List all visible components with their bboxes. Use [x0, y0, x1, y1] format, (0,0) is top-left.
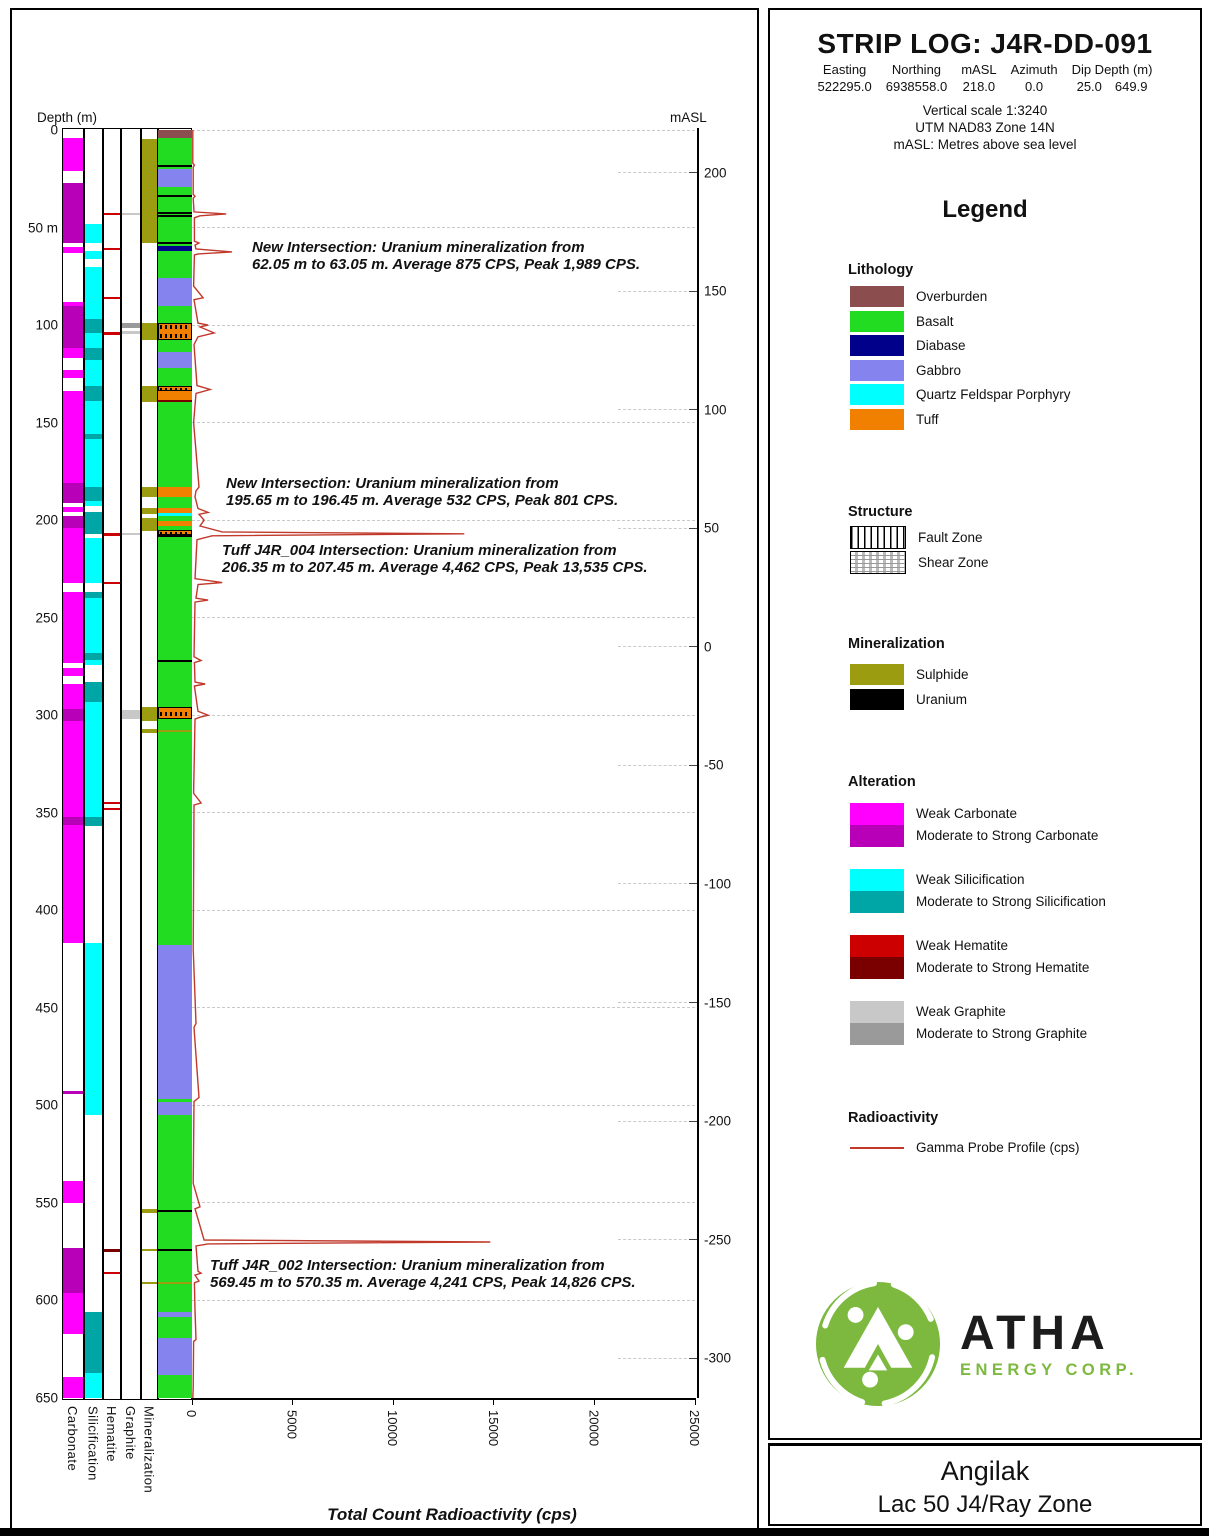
annotation-line: New Intersection: Uranium mineralization from: [252, 239, 585, 256]
radioactivity-tick-label: 20000: [586, 1410, 602, 1447]
mineralization-swatch: [850, 689, 904, 710]
radioactivity-heading: Radioactivity: [848, 1110, 939, 1126]
alteration-strong-swatch: [850, 891, 904, 913]
depth-tick-label: 150: [35, 415, 58, 431]
mineralization-heading: Mineralization: [848, 636, 945, 652]
masl-tick-label: 200: [704, 165, 727, 181]
radioactivity-tick-label: 5000: [284, 1410, 300, 1439]
alteration-legend-group: [850, 869, 1106, 913]
alteration-labels: [916, 869, 1106, 913]
depth-tick-label: 0: [50, 122, 58, 138]
company-wordmark: [960, 1306, 1139, 1380]
collar-field: [886, 62, 947, 94]
annotation-line: Tuff J4R_004 Intersection: Uranium mineralization from: [222, 542, 617, 559]
lithology-swatch: [850, 335, 904, 356]
collar-field: [961, 62, 996, 94]
lithology-swatch: [850, 286, 904, 307]
alteration-weak-swatch: [850, 803, 904, 825]
lithology-label: Gabbro: [916, 362, 962, 378]
column-label-graphite: Graphite: [123, 1406, 138, 1460]
gamma-legend-label: Gamma Probe Profile (cps): [916, 1140, 1080, 1155]
lithology-swatch: [850, 311, 904, 332]
lithology-legend-row: [850, 360, 961, 381]
depth-tick-label: 350: [35, 805, 58, 821]
vertical-scale-note: Vertical scale 1:3240: [922, 103, 1048, 118]
annotation-line: 206.35 m to 207.45 m. Average 4,462 CPS, Peak 13,535 CPS.: [222, 558, 648, 576]
collar-field: [818, 62, 872, 94]
gamma-legend-row: [850, 1140, 1080, 1155]
lithology-swatch: [850, 384, 904, 405]
column-label-carbonate: Carbonate: [65, 1406, 80, 1472]
depth-tick-label: 100: [35, 317, 58, 333]
lithology-label: Tuff: [916, 411, 939, 427]
lithology-label: Diabase: [916, 338, 966, 353]
zone-name: Lac 50 J4/Ray Zone: [877, 1491, 1093, 1518]
depth-tick-label: 50 m: [27, 220, 58, 236]
alteration-weak-swatch: [850, 935, 904, 957]
collar-field-label: Easting: [822, 62, 867, 77]
collar-field: [1072, 62, 1153, 94]
legend-panel: [768, 8, 1202, 1440]
masl-tick-label: -150: [704, 995, 732, 1011]
map-notes: [770, 102, 1200, 153]
collar-field: [1011, 62, 1058, 94]
alteration-weak-swatch: [850, 1001, 904, 1023]
collar-field-value: 218.0: [962, 79, 996, 94]
annotation-line: New Intersection: Uranium mineralization from: [226, 475, 559, 492]
lithology-swatch: [850, 409, 904, 430]
collar-field-value: 0.0: [1025, 79, 1044, 94]
project-name: Angilak: [940, 1456, 1030, 1486]
alteration-swatch: [850, 803, 904, 847]
datum-note: UTM NAD83 Zone 14N: [915, 120, 1055, 135]
hole-title: STRIP LOG: J4R-DD-091: [817, 28, 1153, 59]
depth-tick-label: 600: [35, 1292, 58, 1308]
alteration-labels: [916, 935, 1089, 979]
lithology-label: Quartz Feldspar Porphyry: [916, 387, 1071, 402]
alteration-legend-group: [850, 1001, 1087, 1045]
collar-field-label: Northing: [891, 62, 942, 77]
column-label-mineralization: Mineralization: [141, 1406, 157, 1494]
alteration-strong-swatch: [850, 957, 904, 979]
alteration-swatch: [850, 1001, 904, 1045]
structure-label: Shear Zone: [918, 555, 989, 570]
structure-heading: Structure: [848, 504, 913, 520]
fault-zone-swatch: [850, 526, 906, 549]
column-label-hematite: Hematite: [104, 1406, 119, 1463]
alteration-strong-label: Moderate to Strong Carbonate: [916, 828, 1099, 843]
structure-legend-row: [850, 551, 989, 574]
radioactivity-tick-label: 0: [184, 1410, 199, 1418]
page-bottom-border: [0, 1528, 1209, 1536]
radioactivity-axis-title: Total Count Radioactivity (cps): [327, 1505, 577, 1524]
alteration-weak-label: Weak Graphite: [916, 1004, 1006, 1019]
depth-tick-label: 450: [35, 1000, 58, 1016]
collar-field-label: Azimuth: [1010, 62, 1058, 77]
collar-field-value: 522295.0: [817, 79, 872, 94]
mineralization-label: Sulphide: [916, 667, 969, 682]
lithology-legend-row: [850, 384, 1071, 405]
depth-tick-label: 550: [35, 1195, 58, 1211]
lithology-legend-row: [850, 311, 954, 332]
radioactivity-tick-label: 10000: [385, 1410, 401, 1447]
alteration-labels: [916, 803, 1098, 847]
lithology-legend-row: [850, 286, 987, 307]
alteration-swatch: [850, 869, 904, 913]
alteration-weak-swatch: [850, 869, 904, 891]
masl-tick-label: -100: [704, 876, 732, 892]
mineralization-swatch: [850, 664, 904, 685]
masl-tick-label: 100: [704, 402, 727, 418]
log-panel: [10, 8, 759, 1532]
gamma-line-swatch: [850, 1147, 904, 1149]
alteration-weak-label: Weak Silicification: [916, 872, 1025, 887]
depth-tick-label: 500: [35, 1097, 58, 1113]
depth-tick-label: 300: [35, 707, 58, 723]
annotation-line: 569.45 m to 570.35 m. Average 4,241 CPS, Peak 14,826 CPS.: [210, 1273, 636, 1291]
lithology-label: Overburden: [916, 289, 988, 304]
alteration-weak-label: Weak Hematite: [916, 938, 1009, 953]
company-name: ATHA: [960, 1306, 1110, 1360]
alteration-labels: [916, 1001, 1087, 1045]
masl-tick-label: 0: [704, 639, 712, 655]
mineralization-label: Uranium: [916, 692, 968, 707]
masl-tick-label: -300: [704, 1350, 732, 1366]
mineralization-legend-row: [850, 689, 967, 710]
alteration-heading: Alteration: [848, 774, 916, 790]
depth-tick-label: 650: [35, 1390, 58, 1406]
alteration-strong-label: Moderate to Strong Hematite: [916, 960, 1090, 975]
masl-tick-label: -250: [704, 1232, 732, 1248]
structure-legend-row: [850, 526, 983, 549]
atha-logo-icon: [812, 1278, 944, 1410]
lithology-legend-row: [850, 409, 939, 430]
depth-axis-title: Depth (m): [37, 110, 98, 125]
depth-tick-label: 400: [35, 902, 58, 918]
alteration-strong-label: Moderate to Strong Graphite: [916, 1026, 1088, 1041]
masl-tick-label: -50: [704, 757, 724, 773]
lithology-label: Basalt: [916, 313, 954, 329]
depth-tick-label: 250: [35, 610, 58, 626]
alteration-legend-group: [850, 935, 1089, 979]
collar-field-value: 25.0 649.9: [1076, 79, 1148, 94]
lithology-swatch: [850, 360, 904, 381]
shear-zone-swatch: [850, 551, 906, 574]
collar-field-label: Dip Depth (m): [1071, 62, 1153, 77]
alteration-strong-label: Moderate to Strong Silicification: [916, 894, 1106, 909]
radioactivity-tick-label: 25000: [687, 1410, 702, 1447]
masl-tick-label: 150: [704, 283, 727, 299]
annotation-line: 195.65 m to 196.45 m. Average 532 CPS, Peak 801 CPS.: [226, 491, 619, 509]
legend-title: Legend: [942, 196, 1028, 223]
masl-axis-title: mASL: [670, 110, 707, 125]
project-title-block: [768, 1444, 1202, 1526]
lithology-legend-row: [850, 335, 966, 356]
alteration-strong-swatch: [850, 825, 904, 847]
column-label-silicification: Silicification: [85, 1406, 101, 1481]
mineralization-legend-row: [850, 664, 969, 685]
company-branding: [812, 1278, 1138, 1410]
radioactivity-tick-label: 15000: [485, 1410, 501, 1447]
annotation-line: 62.05 m to 63.05 m. Average 875 CPS, Peak 1,989 CPS.: [252, 255, 641, 273]
collar-info-table: [770, 62, 1200, 94]
lithology-heading: Lithology: [848, 262, 914, 278]
collar-field-value: 6938558.0: [885, 79, 948, 94]
masl-tick-label: 50: [704, 520, 720, 536]
alteration-swatch: [850, 935, 904, 979]
annotation-line: Tuff J4R_002 Intersection: Uranium mineralization from: [210, 1257, 605, 1274]
structure-label: Fault Zone: [918, 530, 983, 545]
masl-tick-label: -200: [704, 1113, 732, 1129]
depth-tick-label: 200: [35, 512, 58, 528]
company-subtitle: ENERGY CORP.: [960, 1360, 1139, 1379]
masl-note: mASL: Metres above sea level: [893, 137, 1077, 152]
alteration-strong-swatch: [850, 1023, 904, 1045]
collar-field-label: mASL: [961, 62, 997, 77]
alteration-legend-group: [850, 803, 1098, 847]
alteration-weak-label: Weak Carbonate: [916, 806, 1018, 821]
